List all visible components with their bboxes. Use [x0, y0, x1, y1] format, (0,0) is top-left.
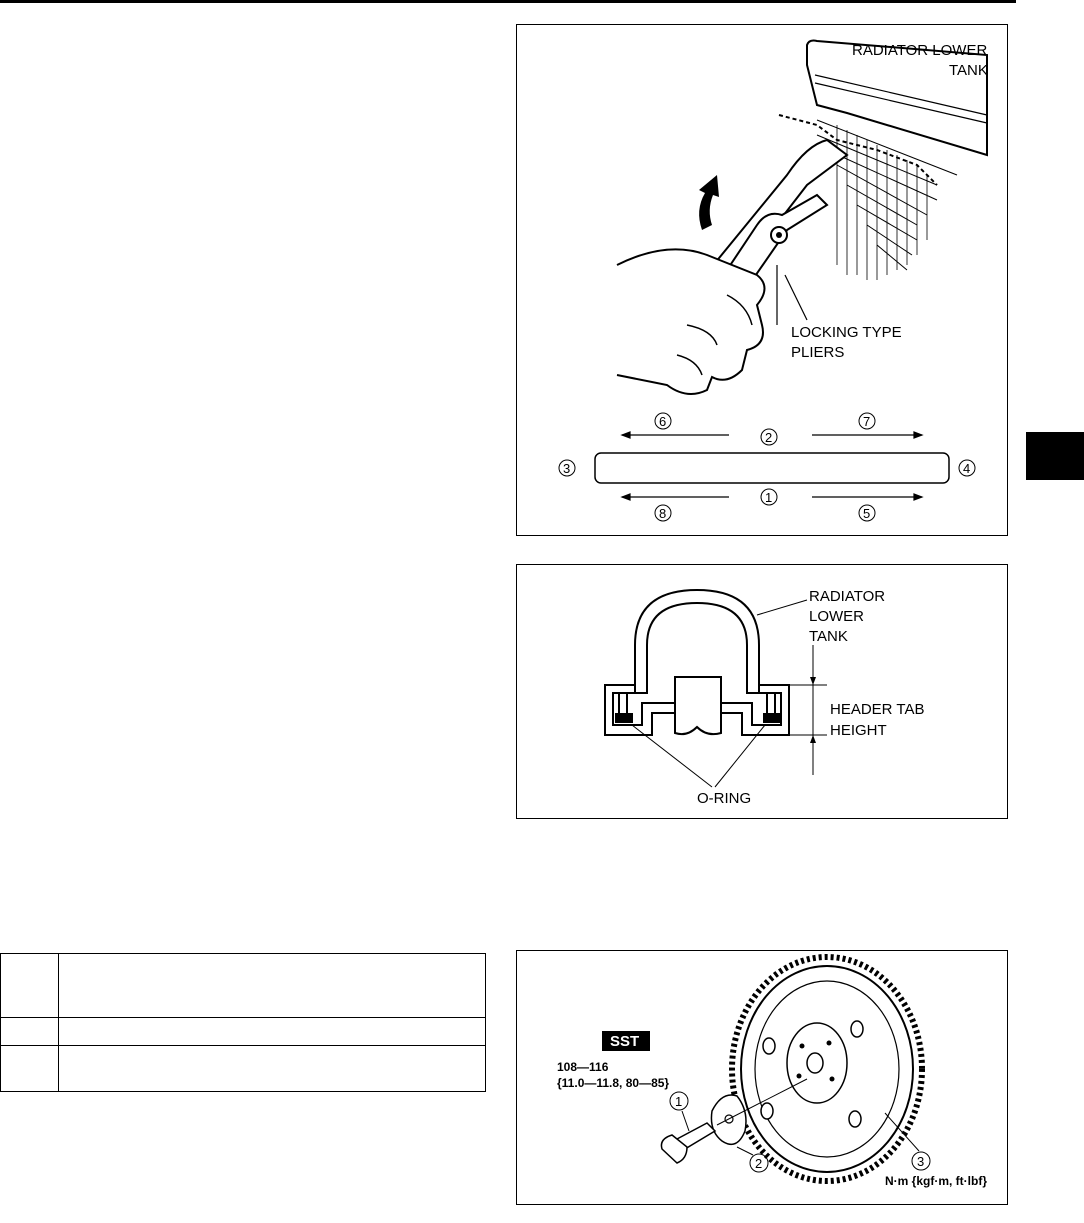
callout-2: 2: [755, 1156, 763, 1171]
seq-num-7: 7: [863, 414, 871, 429]
seq-num-1: 1: [765, 490, 773, 505]
label-locking-pliers-1: LOCKING TYPE: [791, 324, 902, 341]
header-tab-illustration: [517, 565, 1007, 818]
label-height: HEIGHT: [830, 722, 887, 739]
label-radiator: RADIATOR: [809, 588, 886, 605]
torque-value: 108—116: [557, 1060, 609, 1074]
callout-3: 3: [917, 1154, 925, 1169]
legend-table: [0, 953, 486, 1092]
table-cell-description: [59, 954, 486, 1018]
table-cell-number: [1, 1018, 59, 1046]
label-radiator-lower-tank-1: RADIATOR LOWER: [852, 42, 988, 59]
figure-radiator-pliers: [516, 24, 1008, 536]
table-cell-number: [1, 1046, 59, 1092]
tank-outline-rect: [595, 453, 949, 483]
torque-alt-units: {11.0—11.8, 80—85}: [557, 1076, 670, 1090]
table-row: [1, 1018, 486, 1046]
label-o-ring: O-RING: [697, 790, 752, 807]
sst-badge-text: SST: [610, 1033, 640, 1050]
label-tank: TANK: [809, 628, 848, 645]
table-row: [1, 1046, 486, 1092]
label-lower: LOWER: [809, 608, 865, 625]
label-header-tab: HEADER TAB: [830, 701, 925, 718]
seq-num-8: 8: [659, 506, 667, 521]
table-row: [1, 954, 486, 1018]
drive-plate-illustration: [517, 951, 1007, 1204]
seq-num-2: 2: [765, 430, 773, 445]
seq-num-5: 5: [863, 506, 871, 521]
seq-num-6: 6: [659, 414, 667, 429]
seq-num-4: 4: [963, 461, 971, 476]
table-cell-description: [59, 1018, 486, 1046]
units-label: N·m {kgf·m, ft·lbf}: [885, 1174, 987, 1188]
pliers-illustration: [517, 25, 1007, 535]
figure-header-tab-height: [516, 564, 1008, 819]
section-tab-marker: [1026, 432, 1084, 480]
callout-1: 1: [675, 1094, 683, 1109]
seq-num-3: 3: [563, 461, 571, 476]
label-radiator-lower-tank-2: TANK: [949, 62, 988, 79]
figure-drive-plate: [516, 950, 1008, 1205]
label-locking-pliers-2: PLIERS: [791, 344, 845, 361]
table-cell-description: [59, 1046, 486, 1092]
header-rule: [0, 0, 1016, 3]
table-cell-number: [1, 954, 59, 1018]
